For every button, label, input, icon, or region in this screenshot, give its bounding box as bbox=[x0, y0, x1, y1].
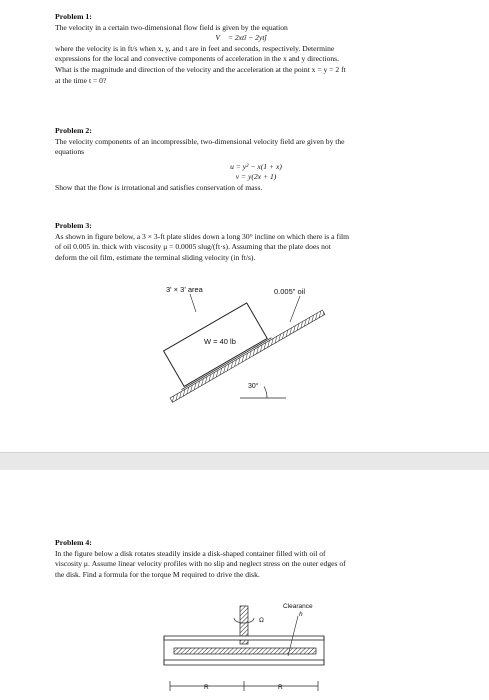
area-leader-line bbox=[190, 294, 196, 312]
angle-label: 30° bbox=[248, 383, 259, 390]
problem-1-line-4: at the time t = 0? bbox=[55, 75, 107, 85]
incline-plate-figure bbox=[150, 282, 350, 407]
problem-4-line-3: the disk. Find a formula for the torque M required to drive the disk. bbox=[55, 569, 260, 579]
angle-arc bbox=[264, 387, 267, 399]
problem-3-line-1: As shown in figure below, a 3 × 3-ft plate slides down a long 30° incline on which there is a film bbox=[55, 231, 350, 241]
problem-4 bbox=[55, 538, 427, 580]
problem-1-equation: V⃗ = 2xtî − 2ytĵ bbox=[215, 33, 267, 43]
oil-leader-line bbox=[290, 296, 300, 322]
disk bbox=[174, 648, 316, 654]
problem-4-line-2: viscosity μ. Assume linear velocity profiles with no slip and neglect stress on the outer edges of bbox=[55, 559, 346, 569]
problem-2-conclusion: Show that the flow is irrotational and satisfies conservation of mass. bbox=[55, 182, 263, 192]
problem-2-equation-v: v = y(2x + 1) bbox=[235, 172, 277, 182]
problem-1-line-1: where the velocity is in ft/s when x, y, and t are in feet and seconds, respectively. Determine bbox=[55, 43, 335, 53]
omega-label: Ω bbox=[259, 617, 264, 624]
weight-label: W = 40 lb bbox=[204, 337, 236, 346]
clearance-label: Clearance bbox=[283, 603, 313, 610]
clearance-h-label: h bbox=[299, 611, 303, 618]
problem-1-title: Problem 1: bbox=[55, 12, 92, 21]
problem-4-line-1: In the figure below a disk rotates steadily inside a disk-shaped container filled with oil of bbox=[55, 548, 326, 558]
page-separator bbox=[0, 452, 489, 472]
area-label: 3' × 3' area bbox=[166, 285, 203, 294]
problem-1 bbox=[55, 12, 427, 86]
radius-label-left: R bbox=[204, 684, 209, 691]
problem-3 bbox=[55, 221, 427, 263]
problem-3-line-3: deform the oil film, estimate the terminal sliding velocity (in ft/s). bbox=[55, 252, 256, 262]
problem-2-title: Problem 2: bbox=[55, 126, 92, 135]
problem-2-line-1: The velocity components of an incompressible, two-dimensional velocity field are given by the bbox=[55, 136, 345, 146]
problem-3-line-2: of oil 0.005 in. thick with viscosity μ = 0.0005 slug/(ft·s). Assuming that the plate does not bbox=[55, 242, 331, 252]
document-page-2 bbox=[0, 470, 489, 700]
problem-4-title: Problem 4: bbox=[55, 538, 92, 547]
problem-2-equation-u: u = y² − x(1 + x) bbox=[230, 161, 282, 171]
problem-1-line-2: expressions for the local and convective components of acceleration in the x and y directions. bbox=[55, 54, 340, 64]
problem-3-title: Problem 3: bbox=[55, 221, 92, 230]
oil-thickness-label: 0.005" oil bbox=[274, 287, 306, 296]
problem-2 bbox=[55, 126, 427, 194]
radius-label-right: R bbox=[278, 684, 283, 691]
problem-2-line-2: equations bbox=[55, 147, 85, 157]
container-top-wall bbox=[164, 636, 324, 640]
rotating-disk-figure bbox=[160, 598, 335, 698]
problem-1-line-3: What is the magnitude and direction of the velocity and the acceleration at the point x = y = 2 ft bbox=[55, 64, 346, 74]
container-bottom-wall bbox=[164, 660, 324, 665]
problem-1-intro: The velocity in a certain two-dimensional flow field is given by the equation bbox=[55, 22, 288, 32]
